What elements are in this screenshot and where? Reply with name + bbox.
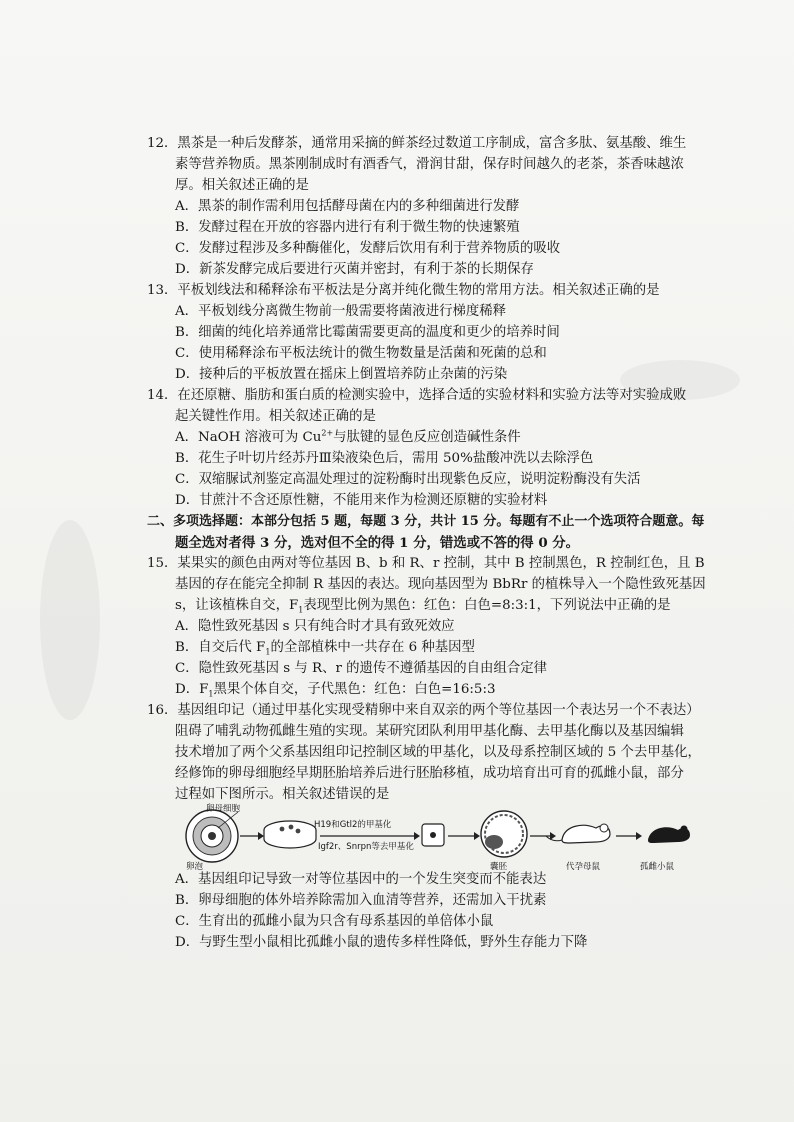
q15-option-d-pre: D．F — [175, 682, 209, 697]
q16-stem-line4: 经修饰的卵母细胞经早期胚胎培养后进行胚胎移植，成功培育出可育的孤雌小鼠，部分 — [175, 766, 684, 781]
q15-stem-line1: 15．某果实的颜色由两对等位基因 B、b 和 R、r 控制，其中 B 控制黑色，R 控制红色，且 B — [147, 556, 705, 571]
q14-stem-line1: 14．在还原糖、脂肪和蛋白质的检测实验中，选择合适的实验材料和实验方法等对实验成败 — [147, 388, 687, 403]
arrow-head-3 — [474, 832, 480, 840]
q13-option-d: D．接种后的平板放置在摇床上倒置培养防止杂菌的污染 — [175, 367, 508, 382]
q16-option-d: D．与野生型小鼠相比孤雌小鼠的遗传多样性降低，野外生存能力下降 — [175, 935, 588, 950]
fig-label-follicle: 卵泡 — [186, 862, 204, 872]
section2-line2: 题全选对者得 3 分，选对但不全的得 1 分，错选或不答的得 0 分。 — [175, 535, 580, 551]
petri-dish-icon — [264, 821, 316, 848]
arrow-head-2 — [414, 832, 420, 840]
blastocyst-icon — [481, 811, 527, 857]
q15-option-b-pre: B．自交后代 F — [175, 640, 266, 655]
q15-stem-line3-pre: s，让该植株自交，F — [175, 598, 299, 613]
q15-option-b-post: 的全部植株中一共存在 6 种基因型 — [270, 640, 475, 655]
fig-label-blastocyst: 囊胚 — [490, 862, 508, 872]
q16-stem-line1: 16．基因组印记（通过甲基化实现受精卵中来自双亲的两个等位基因一个表达另一个不表达） — [147, 703, 700, 718]
q12-option-d: D．新茶发酵完成后要进行灭菌并密封，有利于茶的长期保存 — [175, 262, 534, 277]
q12-option-c: C．发酵过程涉及多种酶催化，发酵后饮用有利于营养物质的吸收 — [175, 241, 561, 256]
q16-stem-line2: 阻碍了哺乳动物孤雌生殖的实现。某研究团队利用甲基化酶、去甲基化酶以及基因编辑 — [175, 724, 684, 739]
q15-option-d — [175, 681, 495, 699]
fig-label-methylation: H19和Gtl2的甲基化 — [314, 820, 392, 830]
q13-stem-line1: 13．平板划线法和稀释涂布平板法是分离并纯化微生物的常用方法。相关叙述正确的是 — [147, 283, 660, 298]
fig-label-demethylation: Igf2r、Snrpn等去甲基化 — [318, 842, 414, 852]
q16-option-c: C．生育出的孤雌小鼠为只含有母系基因的单倍体小鼠 — [175, 914, 494, 929]
q16-stem-line5: 过程如下图所示。相关叙述错误的是 — [175, 787, 390, 802]
arrow-head-5 — [636, 832, 642, 840]
q15-stem-line3-sub: 1 — [298, 605, 304, 615]
scan-smudge — [40, 520, 100, 720]
q12-stem-line1: 12．黑茶是一种后发酵茶，通常用采摘的鲜茶经过数道工序制成，富含多肽、氨基酸、维生 — [147, 136, 687, 151]
fig-label-parthenogenetic-mouse: 孤雌小鼠 — [640, 862, 675, 872]
modified-oocyte-icon — [422, 824, 444, 846]
q13-option-b: B．细菌的纯化培养通常比霉菌需要更高的温度和更少的培养时间 — [175, 325, 560, 340]
q12-option-a: A．黑茶的制作需利用包括酵母菌在内的多种细菌进行发酵 — [175, 199, 520, 214]
parthenogenetic-mouse-icon — [648, 826, 690, 844]
q16-option-b: B．卵母细胞的体外培养除需加入血清等营养，还需加入干扰素 — [175, 893, 547, 908]
q14-stem-line2: 起关键性作用。相关叙述正确的是 — [175, 409, 376, 424]
q12-option-b: B．发酵过程在开放的容器内进行有利于微生物的快速繁殖 — [175, 220, 520, 235]
q12-stem-line2: 素等营养物质。黑茶刚制成时有酒香气，滑润甘甜，保存时间越久的老茶，茶香味越浓 — [175, 157, 684, 172]
q14-option-a-pre: A．NaOH 溶液可为 Cu — [175, 430, 322, 445]
q14-option-a-sup: 2+ — [321, 428, 334, 438]
q15-option-a: A．隐性致死基因 s 只有纯合时才具有致死效应 — [175, 619, 455, 634]
q15-option-c: C．隐性致死基因 s 与 R、r 的遗传不遵循基因的自由组合定律 — [175, 661, 547, 676]
section2-line1: 二、多项选择题：本部分包括 5 题，每题 3 分，共计 15 分。每题有不止一个选项符合题意。每 — [147, 514, 705, 529]
q14-option-d: D．甘蔗汁不含还原性糖，不能用来作为检测还原糖的实验材料 — [175, 493, 548, 508]
q15-option-d-post: 黑果个体自交，子代黑色：红色：白色=16:5:3 — [213, 682, 496, 697]
q16-option-a: A．基因组印记导致一对等位基因中的一个发生突变而不能表达 — [175, 872, 547, 887]
q15-option-d-sub: 1 — [208, 689, 214, 699]
q14-option-a-post: 与肽键的显色反应创造碱性条件 — [333, 430, 521, 445]
q16-stem-line3: 技术增加了两个父系基因组印记控制区域的甲基化，以及母系控制区域的 5 个去甲基化， — [175, 745, 701, 760]
q16-figure-drawing — [178, 806, 698, 864]
q14-option-c: C．双缩脲试剂鉴定高温处理过的淀粉酶时出现紫色反应，说明淀粉酶没有失活 — [175, 472, 641, 487]
q15-option-b — [175, 639, 475, 657]
arrow-head-4 — [550, 832, 556, 840]
fig-label-surrogate: 代孕母鼠 — [566, 862, 601, 872]
q14-option-b: B．花生子叶切片经苏丹Ⅲ染液染色后，需用 50%盐酸冲洗以去除浮色 — [175, 451, 594, 466]
q15-stem-line2: 基因的存在能完全抑制 R 基因的表达。现向基因型为 BbRr 的植株导入一个隐性致死基因 — [175, 577, 706, 592]
q13-option-c: C．使用稀释涂布平板法统计的微生物数量是活菌和死菌的总和 — [175, 346, 547, 361]
q15-option-b-sub: 1 — [265, 647, 271, 657]
q12-stem-line3: 厚。相关叙述正确的是 — [175, 178, 309, 193]
arrow-head-1 — [258, 832, 264, 840]
q13-option-a: A．平板划线分离微生物前一般需要将菌液进行梯度稀释 — [175, 304, 507, 319]
q14-option-a — [175, 429, 521, 447]
q15-stem-line3-post: 表现型比例为黑色：红色：白色=8:3:1，下列说法中正确的是 — [303, 598, 671, 613]
q15-stem-line3 — [175, 597, 671, 615]
fig-label-oocyte: 卵母细胞 — [206, 804, 241, 814]
surrogate-mouse-icon — [546, 824, 610, 843]
